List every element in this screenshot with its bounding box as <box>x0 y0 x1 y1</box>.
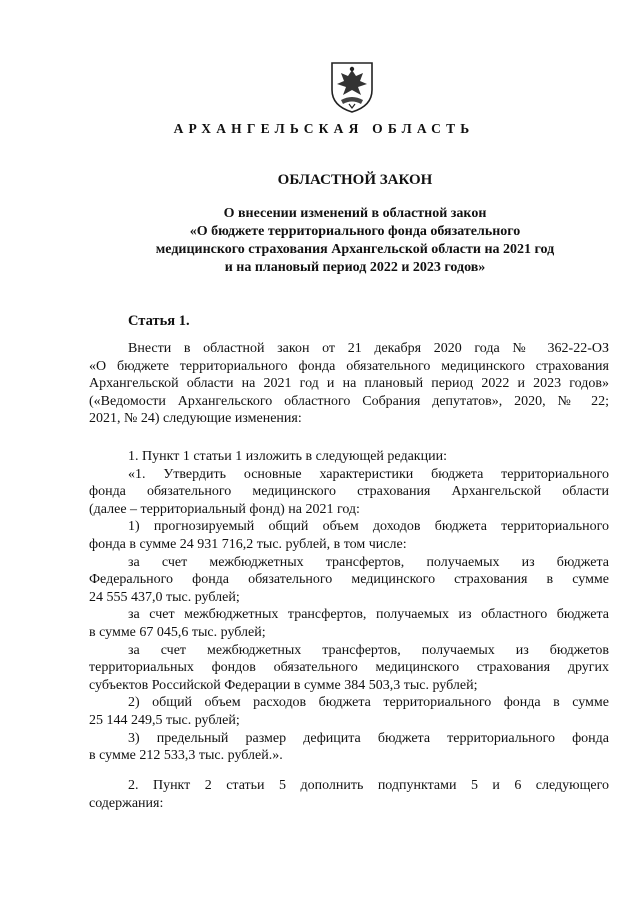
text-line: за счет межбюджетных трансфертов, получаемых из областного бюджета <box>128 607 609 623</box>
text-line: Федерального фонда обязательного медицинского страхования в сумме <box>89 572 609 588</box>
text-line: в сумме 67 045,6 тыс. рублей; <box>89 624 266 640</box>
text-line: 2) общий объем расходов бюджета территориального фонда в сумме <box>128 695 609 711</box>
text-line: содержания: <box>89 795 164 811</box>
text-line: 2. Пункт 2 статьи 5 дополнить подпунктами 5 и 6 следующего <box>128 778 609 793</box>
text-line: 25 144 249,5 тыс. рублей; <box>89 712 240 728</box>
paragraph-item-1 <box>89 448 609 765</box>
text-line: 3) предельный размер дефицита бюджета территориального фонда <box>128 730 609 746</box>
text-line: за счет межбюджетных трансфертов, получаемых из бюджетов <box>128 642 609 658</box>
paragraph-intro <box>89 340 609 428</box>
text-line: «О бюджете территориального фонда обязательного медицинского страхования <box>89 358 609 374</box>
text-line: фонда обязательного медицинского страхования Архангельской области <box>89 484 609 500</box>
region-name: АРХАНГЕЛЬСКАЯ ОБЛАСТЬ <box>173 121 475 136</box>
text-line: 1. Пункт 1 статьи 1 изложить в следующей редакции: <box>128 449 447 464</box>
coat-of-arms-icon <box>329 60 375 114</box>
text-line: Архангельской области на 2021 год и на плановый период 2022 и 2023 годов» <box>89 376 609 392</box>
article-heading: Статья 1. <box>128 313 190 329</box>
law-title <box>0 205 640 277</box>
text-line: «1. Утвердить основные характеристики бюджета территориального <box>128 466 609 482</box>
title-line: О внесении изменений в областной закон <box>223 206 487 221</box>
text-line: («Ведомости Архангельского областного Собрания депутатов», 2020, № 22; <box>89 393 609 409</box>
text-line: (далее – территориальный фонд) на 2021 год: <box>89 501 360 517</box>
text-line: Внести в областной закон от 21 декабря 2020 года № 362-22-ОЗ <box>128 341 609 356</box>
text-line: за счет межбюджетных трансфертов, получаемых из бюджета <box>128 554 609 570</box>
text-line: 2021, № 24) следующие изменения: <box>89 411 302 427</box>
text-line: в сумме 212 533,3 тыс. рублей.». <box>89 748 283 764</box>
title-line: «О бюджете территориального фонда обязательного <box>189 224 521 239</box>
title-line: медицинского страхования Архангельской области на 2021 год <box>155 242 555 257</box>
text-line: территориальных фондов обязательного медицинского страхования других <box>89 660 609 676</box>
text-line: субъектов Российской Федерации в сумме 384 503,3 тыс. рублей; <box>89 677 478 693</box>
text-line: 24 555 437,0 тыс. рублей; <box>89 589 240 605</box>
title-line: и на плановый период 2022 и 2023 годов» <box>224 260 486 275</box>
text-line: фонда в сумме 24 931 716,2 тыс. рублей, в том числе: <box>89 536 407 552</box>
document-type: ОБЛАСТНОЙ ЗАКОН <box>277 172 433 188</box>
paragraph-item-2 <box>89 777 609 812</box>
text-line: 1) прогнозируемый общий объем доходов бюджета территориального <box>128 519 609 535</box>
